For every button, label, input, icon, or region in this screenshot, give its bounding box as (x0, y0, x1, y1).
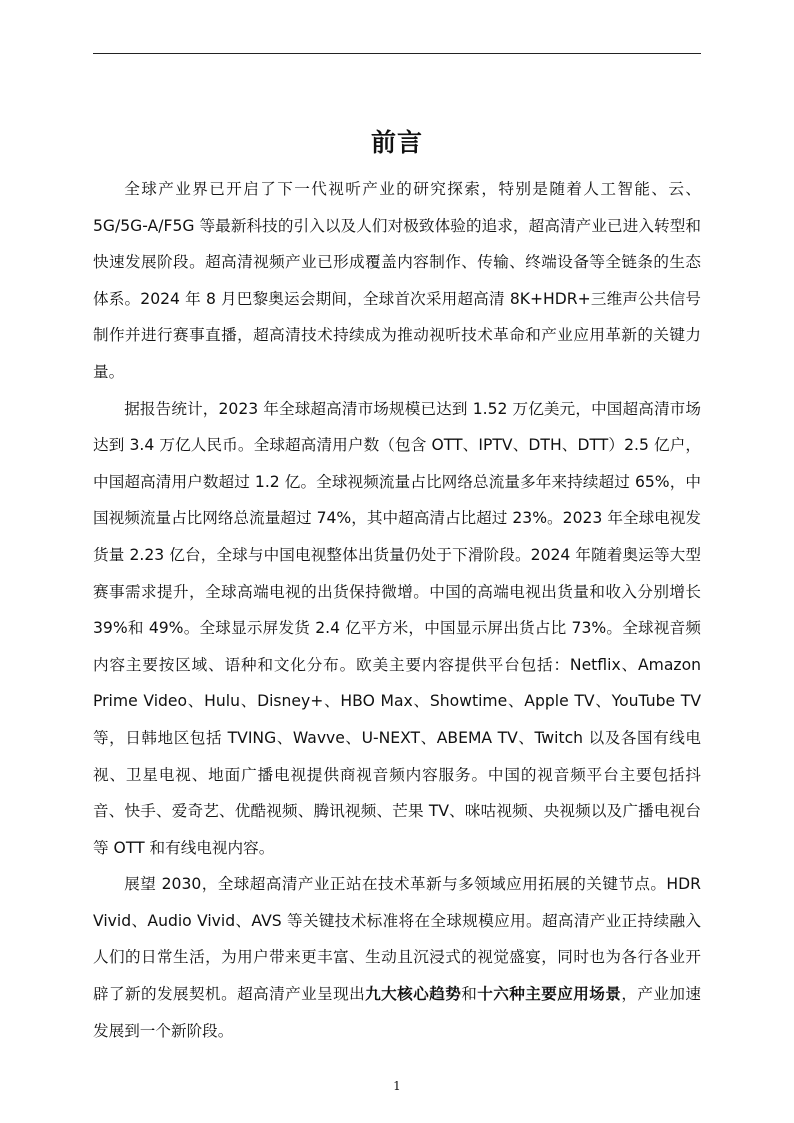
paragraph-market-statistics: 据报告统计，2023 年全球超高清市场规模已达到 1.52 万亿美元，中国超高清市场达到 3.4 万亿人民币。全球超高清用户数（包含 OTT、IPTV、DTH、DTT）2.5 亿户，中国超高清用户数超过 1.2 亿。全球视频流量占比网络总流量多年来持续超过 65%，中国视频流量占比网络总流量超过 74%，其中超高清占比超过 23%。2023 年全球电视发货量 2.23 亿台，全球与中国电视整体出货量仍处于下滑阶段。2024 年随着奥运等大型赛事需求提升，全球高端电视的出货保持微增。中国的高端电视出货量和收入分别增长 39%和 49%。全球显示屏发货 2.4 亿平方米，中国显示屏出货占比 73%。全球视音频内容主要按区域、语种和文化分布。欧美主要内容提供平台包括：Netflix、Amazon Prime Video、Hulu、Disney+、HBO Max、Showtime、Apple TV、YouTube TV 等，日韩地区包括 TVING、Wavve、U-NEXT、ABEMA TV、Twitch 以及各国有线电视、卫星电视、地面广播电视提供商视音频内容服务。中国的视音频平台主要包括抖音、快手、爱奇艺、优酷视频、腾讯视频、芒果 TV、咪咕视频、央视频以及广播电视台等 OTT 和有线电视内容。 (93, 399, 701, 857)
outlook-text-1: 展望 2030，全球超高清产业正站在技术革新与多领域应用拓展的关键节点。HDR Vivid、Audio Vivid、AVS 等关键技术标准将在全球规模应用。超高清产业正持续融入人们的日常生活，为用户带来更丰富、生动且沉浸式的视觉盛宴，同时也为各行各业开辟了新的发展契机。超高清产业呈现出 (93, 875, 701, 1004)
paragraph-industry-overview: 全球产业界已开启了下一代视听产业的研究探索，特别是随着人工智能、云、5G/5G-A/F5G 等最新科技的引入以及人们对极致体验的追求，超高清产业已进入转型和快速发展阶段。超高清视频产业已形成覆盖内容制作、传输、终端设备等全链条的生态体系。2024 年 8 月巴黎奥运会期间，全球首次采用超高清 8K+HDR+三维声公共信号制作并进行赛事直播，超高清技术持续成为推动视听技术革命和产业应用革新的关键力量。 (93, 180, 701, 381)
document-body (93, 171, 701, 1049)
outlook-text-2: 和 (461, 985, 478, 1004)
highlight-application-scenarios: 十六种主要应用场景 (477, 985, 622, 1004)
outlook-text-3: ，产业加速发展到一个新阶段。 (93, 985, 701, 1040)
page-number: 1 (393, 1079, 401, 1093)
page-title: 前言 (370, 127, 423, 157)
header-rule (93, 53, 701, 54)
highlight-core-trends: 九大核心趋势 (365, 985, 462, 1004)
paragraph-outlook-2030 (93, 866, 701, 1049)
